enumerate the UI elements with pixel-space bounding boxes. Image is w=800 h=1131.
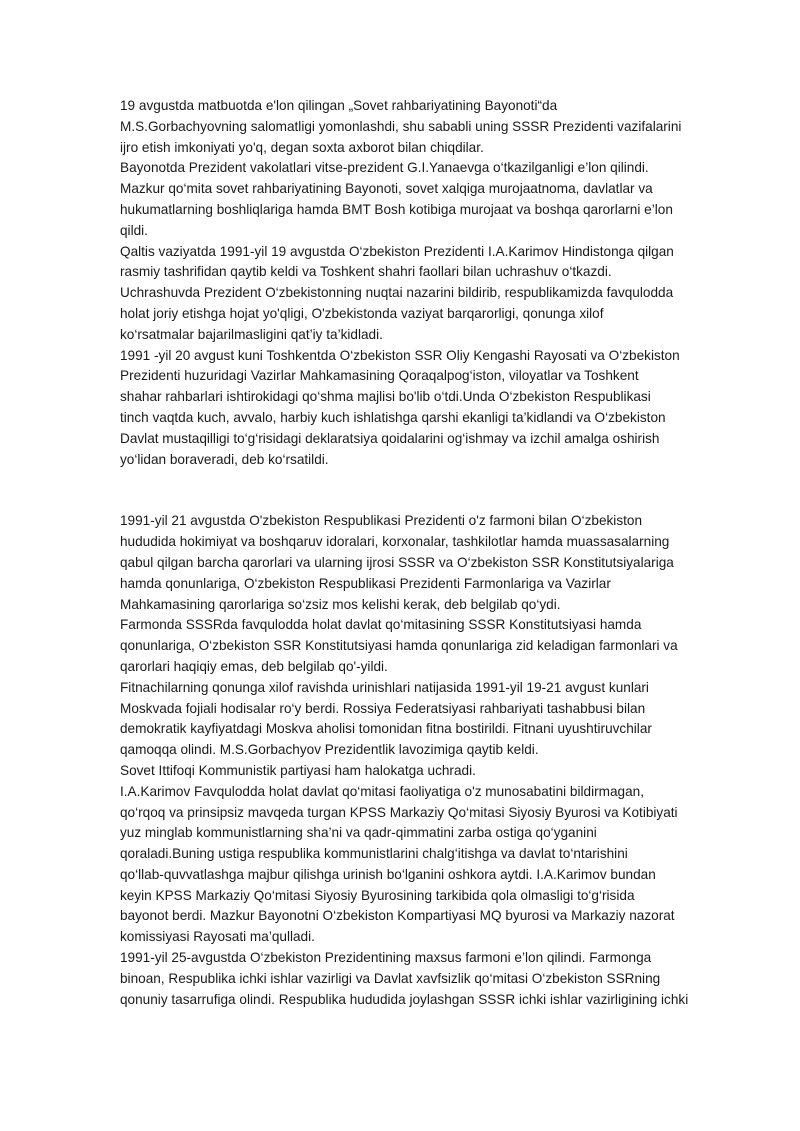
text-line: Davlat mustaqilligi to‘g‘risidagi deklaratsiya qoidalarini og‘ishmay va izchil amalga oshirish (120, 430, 660, 446)
text-line: Sovet Ittifoqi Kommunistik partiyasi ham halokatga uchradi. (120, 762, 476, 778)
text-line: qo‘rqoq va prinsipsiz mavqeda turgan KPSS Markaziy Qo‘mitasi Siyosiy Byurosi va Kotibiyati (120, 804, 678, 820)
document-page (120, 96, 689, 1010)
text-line: bayonot berdi. Mazkur Bayonotni O‘zbekiston Kompartiyasi MQ byurosi va Markaziy nazorat (120, 908, 675, 924)
text-line: qo‘llab-quvvatlashga majbur qilishga urinish bo‘lganini oshkora aytdi. I.A.Karimov bundan (120, 866, 656, 882)
text-line: yo‘lidan boraveradi, deb ko‘rsatildi. (120, 451, 329, 467)
text-line: shahar rahbarlari ishtirokidagi qo‘shma majlisi bo'lib o‘tdi.Unda O‘zbekiston Respublikasi (120, 389, 651, 405)
text-line: ko‘rsatmalar bajarilmasligini qat’iy ta’kidladi. (120, 326, 383, 342)
section-gap (120, 470, 685, 511)
text-line: hamda qonunlariga, O‘zbekiston Respublikasi Prezidenti Farmonlariga va Vazirlar (120, 575, 611, 591)
text-section-2 (120, 511, 689, 1010)
text-line: hududida hokimiyat va boshqaruv idoralari, korxonalar, tashkilotlar hamda muassasalarning (120, 534, 670, 550)
text-section-1 (120, 96, 685, 470)
text-line: qonunlariga, O‘zbekiston SSR Konstitutsiyasi hamda qonunlariga zid keladigan farmonlari va (120, 638, 678, 654)
text-line: keyin KPSS Markaziy Qo‘mitasi Siyosiy Byurosining tarkibida qola olmasligi to‘g‘risida (120, 887, 635, 903)
text-line: qarorlari haqiqiy emas, deb belgilab qo'-yildi. (120, 658, 388, 674)
text-line: Qaltis vaziyatda 1991-yil 19 avgustda O‘zbekiston Prezidenti I.A.Karimov Hindistonga qilgan (120, 243, 674, 259)
text-line: qamoqqa olindi. M.S.Gorbachyov Prezidentlik lavozimiga qaytib keldi. (120, 742, 539, 758)
text-line: tinch vaqtda kuch, avvalo, harbiy kuch ishlatishga qarshi ekanligi ta’kidlandi va O‘zbekiston (120, 409, 666, 425)
text-line: Mazkur qo‘mita sovet rahbariyatining Bayonoti, sovet xalqiga murojaatnoma, davlatlar va (120, 181, 653, 197)
text-line: 1991-yil 25-avgustda O‘zbekiston Prezidentining maxsus farmoni e’lon qilindi. Farmonga (120, 950, 652, 966)
text-line: hukumatlarning boshliqlariga hamda BMT Bosh kotibiga murojaat va boshqa qarorlarni e’lon (120, 201, 673, 217)
text-line: M.S.Gorbachyovning salomatligi yomonlashdi, shu sababli uning SSSR Prezidenti vazifalarini (120, 118, 682, 134)
text-line: demokratik kayfiyatdagi Moskva aholisi tomonidan fitna bostirildi. Fitnani uyushtiruvchilar (120, 721, 652, 737)
text-line: Bayonotda Prezident vakolatlari vitse-prezident G.I.Yanaevga o‘tkazilganligi e’lon qilindi. (120, 160, 649, 176)
text-line: qabul qilgan barcha qarorlari va ularning ijrosi SSSR va O‘zbekiston SSR Konstitutsiyalariga (120, 554, 674, 570)
text-line: ijro etish imkoniyati yo'q, degan soxta axborot bilan chiqdilar. (120, 139, 484, 155)
text-line: qonuniy tasarrufiga olindi. Respublika hududida joylashgan SSSR ichki ishlar vazirligining ichki (120, 991, 689, 1007)
text-line: 1991-yil 21 avgustda O'zbekiston Respublikasi Prezidenti o'z farmoni bilan O‘zbekiston (120, 513, 643, 529)
text-line: Fitnachilarning qonunga xilof ravishda urinishlari natijasida 1991-yil 19-21 avgust kunlari (120, 679, 649, 695)
text-line: yuz minglab kommunistlarning sha’ni va qadr-qimmatini zarba ostiga qo‘yganini (120, 825, 597, 841)
text-line: 19 avgustda matbuotda e'lon qilingan „Sovet rahbariyatining Bayonoti“da (120, 98, 558, 113)
text-line: Moskvada fojiali hodisalar ro‘y berdi. Rossiya Federatsiyasi rahbariyati tashabbusi bilan (120, 700, 646, 716)
text-line: komissiyasi Rayosati ma’qulladi. (120, 929, 315, 945)
text-line: Farmonda SSSRda favqulodda holat davlat qo‘mitasining SSSR Konstitutsiyasi hamda (120, 617, 642, 633)
text-line: Mahkamasining qarorlariga so‘zsiz mos kelishi kerak, deb belgilab qo‘ydi. (120, 596, 561, 612)
text-line: Uchrashuvda Prezident O‘zbekistonning nuqtai nazarini bildirib, respublikamizda favqulodda (120, 285, 674, 301)
text-line: 1991 -yil 20 avgust kuni Toshkentda O‘zbekiston SSR Oliy Kengashi Rayosati va O‘zbekiston (120, 347, 680, 363)
text-line: Prezidenti huzuridagi Vazirlar Mahkamasining Qoraqalpog‘iston, viloyatlar va Toshkent (120, 368, 639, 384)
text-line: qildi. (120, 222, 148, 238)
text-line: holat joriy etishga hojat yo'qligi, O'zbekistonda vaziyat barqarorligi, qonunga xilof (120, 305, 604, 321)
text-line: binoan, Respublika ichki ishlar vazirligi va Davlat xavfsizlik qo‘mitasi O‘zbekiston SSRning (120, 970, 661, 986)
text-line: I.A.Karimov Favqulodda holat davlat qo‘mitasi faoliyatiga o'z munosabatini bildirmagan, (120, 783, 644, 799)
text-line: rasmiy tashrifidan qaytib keldi va Toshkent shahri faollari bilan uchrashuv o‘tkazdi. (120, 264, 612, 280)
text-line: qoraladi.Buning ustiga respublika kommunistlarini chalg‘itishga va davlat to‘ntarishini (120, 846, 628, 862)
